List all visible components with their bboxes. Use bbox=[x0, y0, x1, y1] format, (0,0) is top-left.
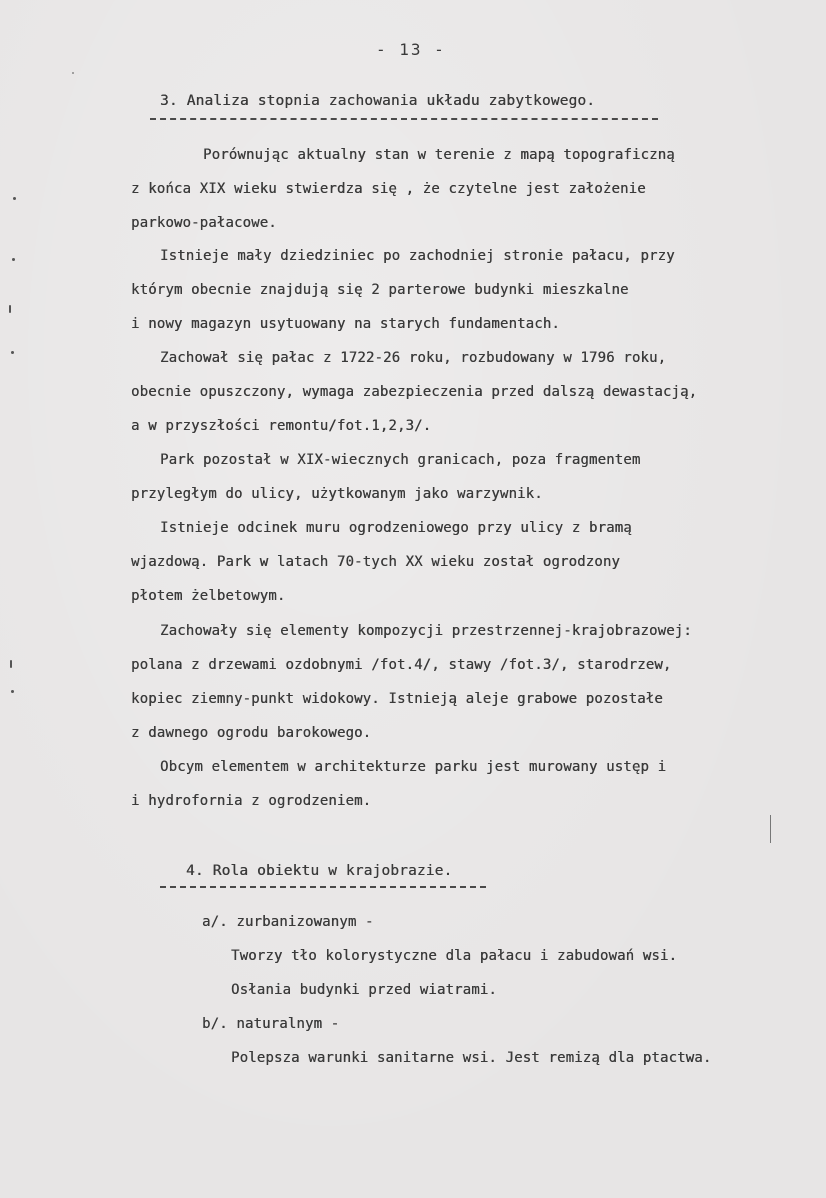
paragraph-line: Obcym elementem w architekturze parku jest murowany ustęp i bbox=[160, 759, 667, 775]
paragraph-line: a w przyszłości remontu/fot.1,2,3/. bbox=[131, 418, 432, 434]
section-3-heading-underline bbox=[150, 118, 658, 120]
list-item-text: Polepsza warunki sanitarne wsi. Jest remizą dla ptactwa. bbox=[231, 1050, 712, 1066]
paper-speck bbox=[12, 258, 15, 261]
paragraph-line: płotem żelbetowym. bbox=[131, 588, 286, 604]
paper-speck bbox=[10, 660, 12, 668]
paragraph-line: obecnie opuszczony, wymaga zabezpieczenia przed dalszą dewastacją, bbox=[131, 384, 698, 400]
page-number: - 13 - bbox=[376, 40, 446, 59]
paragraph-line: Istnieje odcinek muru ogrodzeniowego przy ulicy z bramą bbox=[160, 520, 632, 536]
paper-speck bbox=[11, 351, 14, 354]
list-item-label: a/. zurbanizowanym - bbox=[202, 914, 374, 930]
paragraph-line: parkowo-pałacowe. bbox=[131, 215, 277, 231]
paragraph-line: przyległym do ulicy, użytkowanym jako warzywnik. bbox=[131, 486, 543, 502]
paragraph-line: którym obecnie znajdują się 2 parterowe budynki mieszkalne bbox=[131, 282, 629, 298]
paragraph-line: polana z drzewami ozdobnymi /fot.4/, stawy /fot.3/, starodrzew, bbox=[131, 657, 672, 673]
list-item-text: Tworzy tło kolorystyczne dla pałacu i zabudowań wsi. bbox=[231, 948, 678, 964]
paper-speck bbox=[13, 197, 16, 200]
paragraph-line: Porównując aktualny stan w terenie z mapą topograficzną bbox=[203, 147, 675, 163]
section-4-heading-underline bbox=[160, 886, 486, 888]
paragraph-line: kopiec ziemny-punkt widokowy. Istnieją aleje grabowe pozostałe bbox=[131, 691, 663, 707]
paragraph-line: z dawnego ogrodu barokowego. bbox=[131, 725, 372, 741]
paper-pencil-mark bbox=[770, 815, 771, 843]
paragraph-line: Istnieje mały dziedziniec po zachodniej stronie pałacu, przy bbox=[160, 248, 675, 264]
paper-speck bbox=[11, 690, 14, 693]
paragraph-line: Zachował się pałac z 1722-26 roku, rozbudowany w 1796 roku, bbox=[160, 350, 667, 366]
paragraph-line: Zachowały się elementy kompozycji przestrzennej-krajobrazowej: bbox=[160, 623, 692, 639]
paper-speck bbox=[72, 72, 74, 74]
paragraph-line: wjazdową. Park w latach 70-tych XX wieku został ogrodzony bbox=[131, 554, 620, 570]
paragraph-line: i hydrofornia z ogrodzeniem. bbox=[131, 793, 372, 809]
section-3-heading: 3. Analiza stopnia zachowania układu zabytkowego. bbox=[160, 93, 596, 109]
paragraph-line: Park pozostał w XIX-wiecznych granicach, poza fragmentem bbox=[160, 452, 641, 468]
list-item-label: b/. naturalnym - bbox=[202, 1016, 340, 1032]
paragraph-line: i nowy magazyn usytuowany na starych fundamentach. bbox=[131, 316, 560, 332]
list-item-text: Osłania budynki przed wiatrami. bbox=[231, 982, 497, 998]
section-4-heading: 4. Rola obiektu w krajobrazie. bbox=[186, 863, 453, 879]
paragraph-line: z końca XIX wieku stwierdza się , że czytelne jest założenie bbox=[131, 181, 646, 197]
paper-speck bbox=[9, 305, 11, 313]
